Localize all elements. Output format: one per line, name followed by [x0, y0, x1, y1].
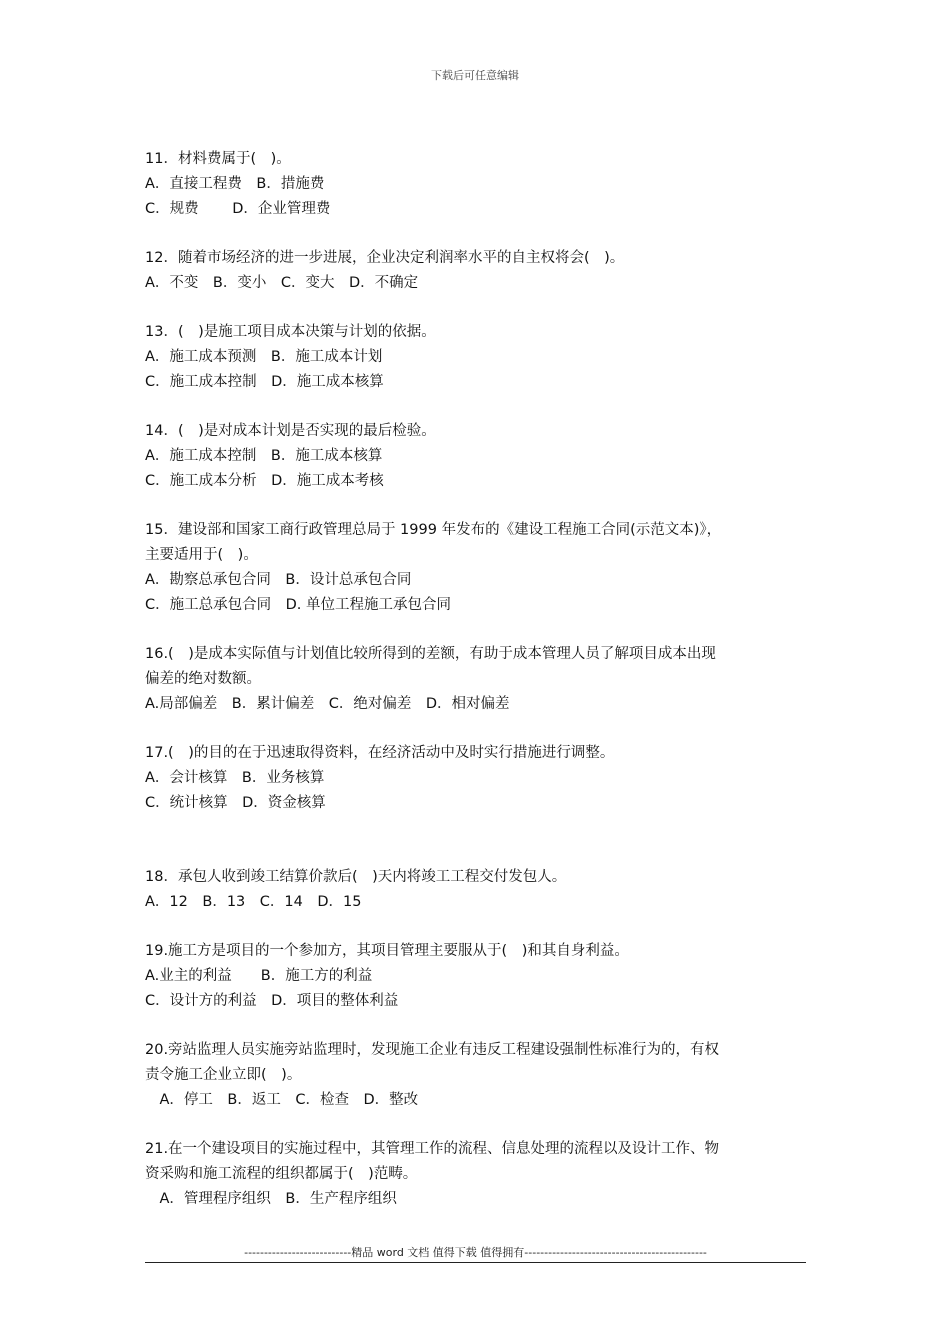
question-line: 16.( )是成本实际值与计划值比较所得到的差额，有助于成本管理人员了解项目成本出现	[145, 646, 716, 662]
question-line: C．施工总承包合同 D. 单位工程施工承包合同	[145, 597, 452, 613]
question-list	[145, 147, 810, 1236]
question-line: 21.在一个建设项目的实施过程中，其管理工作的流程、信息处理的流程以及设计工作、物	[145, 1141, 720, 1157]
question-line: 13．( )是施工项目成本决策与计划的依据。	[145, 324, 436, 340]
question-line: C．规费 D．企业管理费	[145, 201, 331, 217]
question-line: C．施工成本控制 D．施工成本核算	[145, 374, 384, 390]
question-line: A．勘察总承包合同 B．设计总承包合同	[145, 572, 412, 588]
question-18	[145, 865, 810, 915]
question-line: C．施工成本分析 D．施工成本考核	[145, 473, 384, 489]
question-15	[145, 518, 810, 618]
question-line: 18．承包人收到竣工结算价款后( )天内将竣工工程交付发包人。	[145, 869, 567, 885]
question-14	[145, 419, 810, 494]
page-header: 下载后可任意编辑	[431, 69, 519, 82]
question-line: 资采购和施工流程的组织都属于( )范畴。	[145, 1166, 418, 1182]
question-21	[145, 1137, 810, 1212]
question-line: A．管理程序组织 B．生产程序组织	[145, 1191, 397, 1207]
question-line: 15．建设部和国家工商行政管理总局于 1999 年发布的《建设工程施工合同(示范文本)》，	[145, 522, 722, 538]
question-line: A．12 B．13 C．14 D．15	[145, 894, 362, 910]
question-16	[145, 642, 810, 717]
question-20	[145, 1038, 810, 1113]
question-line: A．直接工程费 B．措施费	[145, 176, 325, 192]
question-line: A．停工 B．返工 C．检查 D．整改	[145, 1092, 419, 1108]
question-line: A．不变 B．变小 C．变大 D．不确定	[145, 275, 419, 291]
question-line: C．统计核算 D．资金核算	[145, 795, 326, 811]
question-line: A．施工成本控制 B．施工成本核算	[145, 448, 383, 464]
page-footer: ---------------------------精品 word 文档 值得下载 值得拥有----------------------------------------------	[244, 1246, 707, 1259]
question-line: 偏差的绝对数额。	[145, 671, 261, 687]
question-line: 主要适用于( )。	[145, 547, 258, 563]
question-line: 责令施工企业立即( )。	[145, 1067, 302, 1083]
question-13	[145, 320, 810, 395]
footer-divider	[145, 1262, 806, 1263]
question-line: A．施工成本预测 B．施工成本计划	[145, 349, 383, 365]
question-line: A.业主的利益 B．施工方的利益	[145, 968, 373, 984]
question-line: A．会计核算 B．业务核算	[145, 770, 325, 786]
question-line: 20.旁站监理人员实施旁站监理时，发现施工企业有违反工程建设强制性标准行为的，有权	[145, 1042, 720, 1058]
question-17	[145, 741, 810, 816]
question-line: 17.( )的目的在于迅速取得资料，在经济活动中及时实行措施进行调整。	[145, 745, 615, 761]
question-line: 12．随着市场经济的进一步进展，企业决定利润率水平的自主权将会( )。	[145, 250, 625, 266]
question-12	[145, 246, 810, 296]
question-19	[145, 939, 810, 1014]
question-line: 19.施工方是项目的一个参加方，其项目管理主要服从于( )和其自身利益。	[145, 943, 629, 959]
question-line: C．设计方的利益 D．项目的整体利益	[145, 993, 399, 1009]
question-11	[145, 147, 810, 222]
question-line: 14．( )是对成本计划是否实现的最后检验。	[145, 423, 436, 439]
question-line: 11．材料费属于( )。	[145, 151, 291, 167]
question-line: A.局部偏差 B．累计偏差 C．绝对偏差 D．相对偏差	[145, 696, 510, 712]
